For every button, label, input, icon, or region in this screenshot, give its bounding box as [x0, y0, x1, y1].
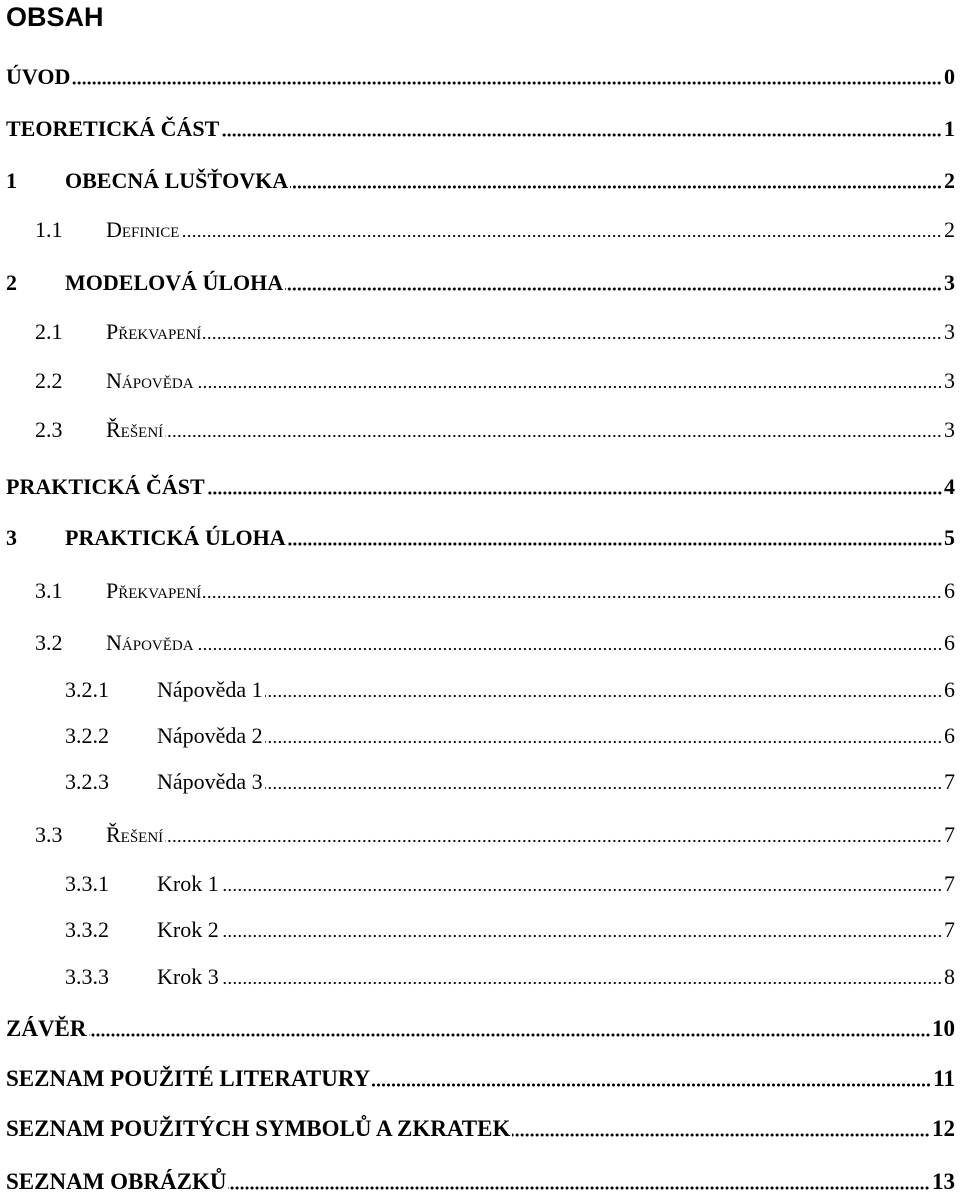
toc-entry[interactable]: [6, 521, 955, 551]
toc-entry[interactable]: [35, 818, 955, 848]
dot-leader: [288, 542, 942, 546]
dot-leader: [228, 1186, 930, 1190]
toc-entry-page: 5: [944, 525, 955, 550]
dot-leader: [265, 740, 942, 744]
dot-leader: [265, 694, 942, 698]
toc-entry[interactable]: [6, 266, 955, 296]
toc-entry-title: ÚVOD: [6, 64, 71, 89]
dot-leader: [89, 1033, 930, 1037]
toc-entry-number: 2: [6, 270, 17, 295]
dot-leader: [221, 981, 942, 985]
dot-leader: [165, 434, 942, 438]
toc-entry-title: PRAKTICKÁ ÚLOHA: [65, 525, 286, 550]
toc-entry[interactable]: [35, 626, 955, 656]
toc-entry-title: TEORETICKÁ ČÁST: [6, 116, 220, 141]
toc-entry-page: 12: [932, 1116, 955, 1141]
toc-entry-page: 13: [932, 1169, 955, 1194]
toc-entry-number: 3: [6, 525, 17, 550]
toc-entry-title: MODELOVÁ ÚLOHA: [65, 270, 284, 295]
toc-entry-title: Krok 3: [157, 964, 219, 989]
dot-leader: [512, 1133, 930, 1137]
toc-entry[interactable]: [65, 673, 955, 703]
toc-entry[interactable]: [35, 213, 955, 243]
toc-title: OBSAH: [6, 2, 104, 32]
toc-entry-page: 6: [944, 723, 955, 748]
dot-leader: [165, 839, 942, 843]
toc-entry-number: 2.1: [35, 319, 63, 344]
dot-leader: [72, 81, 942, 85]
toc-entry-title: ZÁVĚR: [6, 1016, 87, 1041]
toc-entry-page: 11: [933, 1066, 955, 1091]
toc-entry-title: SEZNAM POUŽITÝCH SYMBOLŮ A ZKRATEK: [6, 1116, 511, 1141]
toc-entry-page: 7: [944, 871, 955, 896]
toc-entry-title: Definice: [106, 217, 180, 242]
toc-entry-number: 3.2.2: [65, 723, 109, 748]
toc-entry-number: 3.3.1: [65, 871, 109, 896]
dot-leader: [221, 934, 942, 938]
toc-entry[interactable]: [35, 364, 955, 394]
toc-entry-number: 2.2: [35, 368, 63, 393]
dot-leader: [196, 385, 942, 389]
dot-leader: [372, 1083, 931, 1087]
toc-entry-number: 3.3.3: [65, 964, 109, 989]
toc-entry[interactable]: [65, 960, 955, 990]
toc-entry-title: Nápověda: [106, 630, 194, 655]
toc-entry-page: 3: [944, 368, 955, 393]
toc-entry-title: SEZNAM OBRÁZKŮ: [6, 1169, 227, 1194]
toc-entry-page: 4: [944, 474, 955, 499]
toc-entry-number: 3.3.2: [65, 917, 109, 942]
toc-entry-title: Nápověda 2: [157, 723, 263, 748]
toc-entry-number: 1: [6, 168, 17, 193]
toc-entry-page: 2: [944, 217, 955, 242]
toc-entry-title: OBECNÁ LUŠŤOVKA: [65, 168, 289, 193]
dot-leader: [181, 234, 942, 238]
dot-leader: [290, 185, 942, 189]
toc-entry[interactable]: [35, 574, 955, 604]
toc-entry[interactable]: [6, 1112, 955, 1142]
toc-entry[interactable]: [65, 867, 955, 897]
toc-entry-number: 1.1: [35, 217, 63, 242]
toc-entry-title: Nápověda: [106, 368, 194, 393]
toc-entry-title: Krok 2: [157, 917, 219, 942]
toc-entry[interactable]: [65, 913, 955, 943]
dot-leader: [265, 786, 942, 790]
toc-entry-page: 7: [944, 917, 955, 942]
toc-entry-title: Nápověda 3: [157, 769, 263, 794]
toc-entry-title: SEZNAM POUŽITÉ LITERATURY: [6, 1066, 371, 1091]
toc-entry[interactable]: [6, 1165, 955, 1195]
dot-leader: [203, 336, 942, 340]
toc-entry-page: 3: [944, 319, 955, 344]
toc-entry-page: 0: [944, 64, 955, 89]
dot-leader: [221, 133, 942, 137]
toc-entry-title: Řešení: [106, 417, 164, 442]
toc-entry-page: 1: [944, 116, 955, 141]
toc-entry-number: 3.2.1: [65, 677, 109, 702]
toc-entry[interactable]: [35, 413, 955, 443]
toc-entry[interactable]: [65, 765, 955, 795]
toc-entry-page: 6: [944, 677, 955, 702]
dot-leader: [207, 491, 942, 495]
toc-entry-page: 3: [944, 417, 955, 442]
toc-entry-page: 7: [944, 822, 955, 847]
toc-entry-page: 6: [944, 630, 955, 655]
dot-leader: [221, 888, 942, 892]
toc-entry[interactable]: [6, 112, 955, 142]
toc-entry-title: Řešení: [106, 822, 164, 847]
toc-entry-number: 3.2: [35, 630, 63, 655]
toc-entry-page: 2: [944, 168, 955, 193]
toc-entry[interactable]: [6, 60, 955, 90]
toc-entry-title: Krok 1: [157, 871, 219, 896]
dot-leader: [196, 647, 942, 651]
toc-entry[interactable]: [6, 164, 955, 194]
dot-leader: [285, 287, 942, 291]
toc-entry-number: 2.3: [35, 417, 63, 442]
toc-entry[interactable]: [35, 315, 955, 345]
toc-entry-number: 3.2.3: [65, 769, 109, 794]
toc-entry-page: 8: [944, 964, 955, 989]
toc-entry[interactable]: [6, 1062, 955, 1092]
toc-entry-title: Překvapení: [106, 319, 202, 344]
dot-leader: [203, 595, 942, 599]
toc-entry-page: 10: [932, 1016, 955, 1041]
toc-entry-title: Nápověda 1: [157, 677, 263, 702]
toc-entry-number: 3.1: [35, 578, 63, 603]
toc-entry-number: 3.3: [35, 822, 63, 847]
toc-entry[interactable]: [6, 470, 955, 500]
toc-entry-page: 7: [944, 769, 955, 794]
toc-entry-title: PRAKTICKÁ ČÁST: [6, 474, 205, 499]
toc-entry[interactable]: [65, 719, 955, 749]
toc-entry[interactable]: [6, 1012, 955, 1042]
toc-entry-page: 3: [944, 270, 955, 295]
toc-entry-page: 6: [944, 578, 955, 603]
toc-entry-title: Překvapení: [106, 578, 202, 603]
